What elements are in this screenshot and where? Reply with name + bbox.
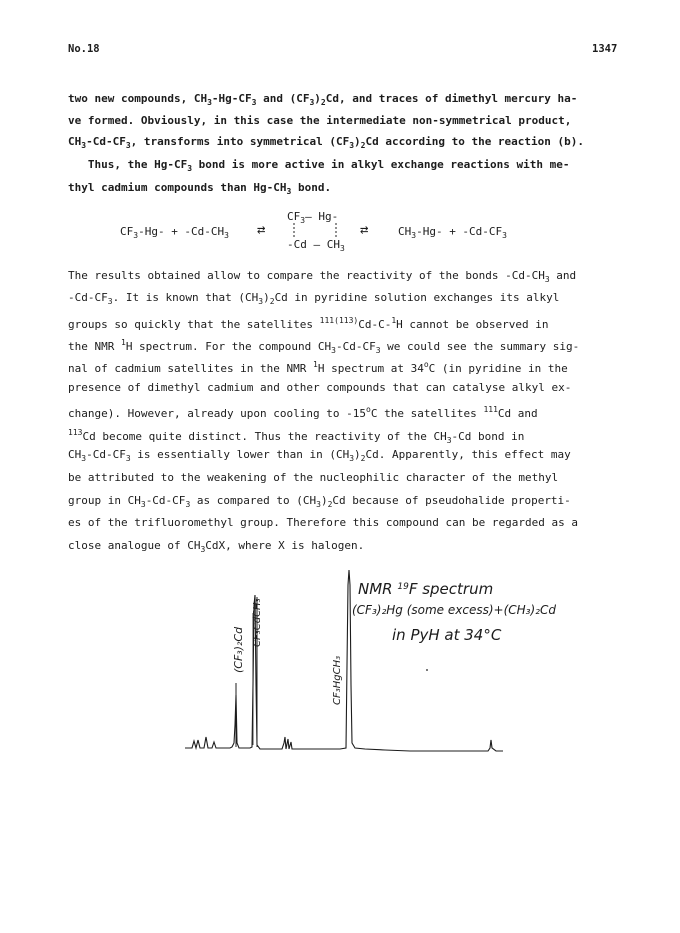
journal-issue: No.18 — [68, 43, 100, 55]
page-number: 1347 — [592, 43, 618, 55]
equation-right: $CH_3-Hg- + -Cd-CF_3$ — [398, 225, 507, 240]
text-line: es of the trifluoromethyl group. Therefore this compound can be regarded as a — [68, 516, 578, 529]
text-line: groups so quickly that the satellites $^{111(113)}$Cd-C-$^1$H cannot be observed in — [68, 316, 549, 331]
text-line: nal of cadmium satellites in the NMR $^1$H spectrum at 34$^o$C (in pyridine in the — [68, 360, 568, 375]
text-line: change). However, already upon cooling to -15$^o$C the satellites $^{111}$Cd and — [68, 405, 538, 420]
peak-label-cf3-hg-ch3: CF₃HgCH₃ — [332, 655, 343, 705]
spectrum-annotation-title: NMR $^{19}$F spectrum — [358, 580, 494, 598]
text-line: two new compounds, $CH_3-Hg-CF_3$ and $(CF_3)_2Cd$, and traces of dimethyl mercury ha- — [68, 92, 578, 107]
text-line: Thus, the $Hg-CF_3$ bond is more active in alkyl exchange reactions with me- — [68, 158, 570, 173]
text-line: the NMR $^1$H spectrum. For the compound $CH_3-Cd-CF_3$ we could see the summary sig- — [68, 338, 580, 355]
text-line: be attributed to the weakening of the nucleophilic character of the methyl — [68, 471, 559, 484]
equation-intermediate-bottom: -Cd — $CH_3$ — [287, 238, 345, 253]
peak-label-cf3-cd-ch3: CF₃CdCH₃ — [252, 598, 263, 647]
text-line: $CH_3-Cd-CF_3$ is essentially lower than in $(CH_3)_2Cd$. Apparently, this effect may — [68, 448, 571, 463]
intermediate-bonds — [288, 222, 348, 238]
spectrum-annotation-sample: (CF₃)₂Hg (some excess)+(CH₃)₂Cd — [352, 603, 556, 617]
equation-left: $CF_3-Hg- + -Cd-CH_3$ — [120, 225, 229, 240]
text-line: group in $CH_3-Cd-CF_3$ as compared to $(CH_3)_2Cd$ because of pseudohalide properti- — [68, 494, 571, 509]
equilibrium-arrow-icon: ⇄ — [360, 222, 369, 238]
equilibrium-arrow-icon: ⇄ — [257, 222, 266, 238]
text-line: $-Cd-CF_3$. It is known that $(CH_3)_2Cd$ in pyridine solution exchanges its alkyl — [68, 291, 560, 306]
text-line: $^{113}$Cd become quite distinct. Thus the reactivity of the $CH_3-Cd$ bond in — [68, 428, 525, 445]
spectrum-annotation-conditions: in PyH at 34°C — [392, 626, 502, 644]
peak-label-cf3-2-cd: (CF₃)₂Cd — [232, 626, 245, 673]
text-line: $CH_3-Cd-CF_3$, transforms into symmetrical $(CF_3)_2Cd$ according to the reaction (b). — [68, 135, 585, 150]
text-line: thyl cadmium compounds than $Hg-CH_3$ bond. — [68, 181, 332, 196]
text-line: close analogue of $CH_3CdX$, where X is halogen. — [68, 539, 365, 554]
text-line: The results obtained allow to compare the reactivity of the bonds $-Cd-CH_3$ and — [68, 269, 577, 284]
equation-intermediate-top: $CF_3—$ Hg- — [287, 210, 339, 225]
text-line: presence of dimethyl cadmium and other compounds that can catalyse alkyl ex- — [68, 381, 572, 394]
nmr-spectrum-figure — [170, 565, 556, 760]
text-line: ve formed. Obviously, in this case the intermediate non-symmetrical product, — [68, 114, 572, 127]
